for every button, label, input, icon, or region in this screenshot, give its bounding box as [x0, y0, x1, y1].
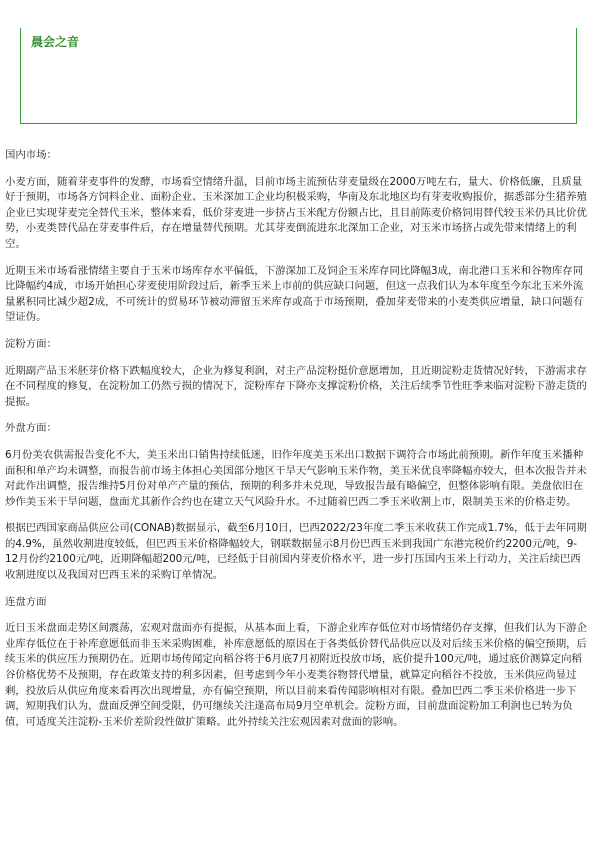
paragraph-starch: 近期副产品玉米胚芽价格下跌幅度较大，企业为修复利润，对主产品淀粉挺价意愿增加，且近期淀粉走货情况好转，下游需求存在不同程度的修复，在淀粉加工仍然亏损的情况下，淀粉库存下降亦支撑淀粉价格，关注后续季节性旺季来临对淀粉下游走货的提振。 [5, 364, 587, 408]
section-heading-domestic: 国内市场： [5, 149, 57, 161]
page-title: 晨会之音 [31, 35, 80, 49]
article-body [5, 148, 590, 741]
paragraph-corn-inventory: 近期玉米市场看涨情绪主要自于玉米市场库存水平偏低，下游深加工及饲企玉米库存同比降幅3成，南北港口玉米和谷物库存同比降幅约4成，市场开始担心芽麦使用阶段过后，新季玉米上市前的供应缺口问题，但这一点我们认为本年度至今东北玉米外流量累积同比减少超2成，不可统计的贸易环节被动滞留玉米库存或高于市场预期，叠加芽麦带来的小麦类供应增量，缺口问题有望证伪。 [5, 264, 584, 324]
header-frame [20, 28, 577, 124]
paragraph-usda: 6月份美农供需报告变化不大，美玉米出口销售持续低迷，旧作年度美玉米出口数据下调符合市场此前预期。新作年度玉米播种面积和单产均未调整，而报告前市场主体担心美国部分地区干旱天气影响玉米作物，美玉米优良率降幅亦较大，但本次报告并未对此作出调整，报告维持5月份对单产产量的预估，预期的利多并未兑现，导致报告最有略偏空，但整体影响有限。美盘依旧在炒作美玉米干旱问题，盘面尤其新作合约也在建立天气风险升水。不过随着巴西二季玉米收割上市，限制美玉米的价格走势。 [5, 448, 587, 508]
paragraph-dalian: 近日玉米盘面走势区间震荡，宏观对盘面亦有提振，从基本面上看，下游企业库存低位对市场情绪仍存支撑，但我们认为下游企业库存低位在于补库意愿低而非玉米采购困难，补库意愿低的原因在于各类低价替代品供应以及对后续玉米价格的偏空预期，后续玉米的供应压力预期仍在。近期市场传闻定向稻谷将于6月底7月初附近投放市场，底价提升100元/吨，通过底价测算定向稻谷价格优势不及预期，存在政策支持的利多因素，但考虑到今年小麦类谷物替代增量，就算定向稻谷不投放，玉米供应尚显过剩，投放后从供应角度来看再次出现增量，亦有偏空预期，所以目前来看传闻影响相对有限。叠加巴西二季玉米价格进一步下调，短期我们认为，盘面反弹空间受限，仍可继续关注逢高布局9月空单机会。淀粉方面，目前盘面淀粉加工利润也已转为负值，可适度关注淀粉-玉米价差阶段性做扩策略。此外持续关注宏观因素对盘面的影响。 [5, 622, 587, 728]
section-heading-dalian: 连盘方面 [5, 595, 47, 608]
section-heading-external: 外盘方面： [5, 422, 57, 435]
paragraph-brazil: 根据巴西国家商品供应公司(CONAB)数据显示，截至6月10日，巴西2022/23年度二季玉米收获工作完成1.7%，低于去年同期的4.9%，虽然收割进度较低，但巴西玉米价格降幅较大，钢联数据显示8月份巴西玉米到我国广东港完税价约2200元/吨，9-12月份约2100元/吨，近期降幅超200元/吨，已经低于目前国内芽麦价格水平，进一步打压国内玉米上行动力，关注后续巴西收割进度以及我国对巴西玉米的采购订单情况。 [5, 522, 587, 582]
section-heading-starch: 淀粉方面： [5, 337, 57, 350]
paragraph-wheat: 小麦方面，随着芽麦事件的发酵，市场看空情绪升温，目前市场主流预估芽麦量级在2000万吨左右，量大、价格低廉，且质量好于预期，市场各方饲料企业、面粉企业、玉米深加工企业均积极采购，华南及东北地区均有芽麦收购报价，据悉部分生猪养殖企业已实现芽麦完全替代玉米，整体来看，低价芽麦进一步挤占玉米配方份额占比，且目前陈麦价格饲用替代较玉米仍具比价优势，小麦类替代品在芽麦事件后，存在增量替代预期。尤其芽麦倒流进东北深加工企业，对玉米市场挤占或先带来情绪上的利空。 [5, 175, 587, 250]
